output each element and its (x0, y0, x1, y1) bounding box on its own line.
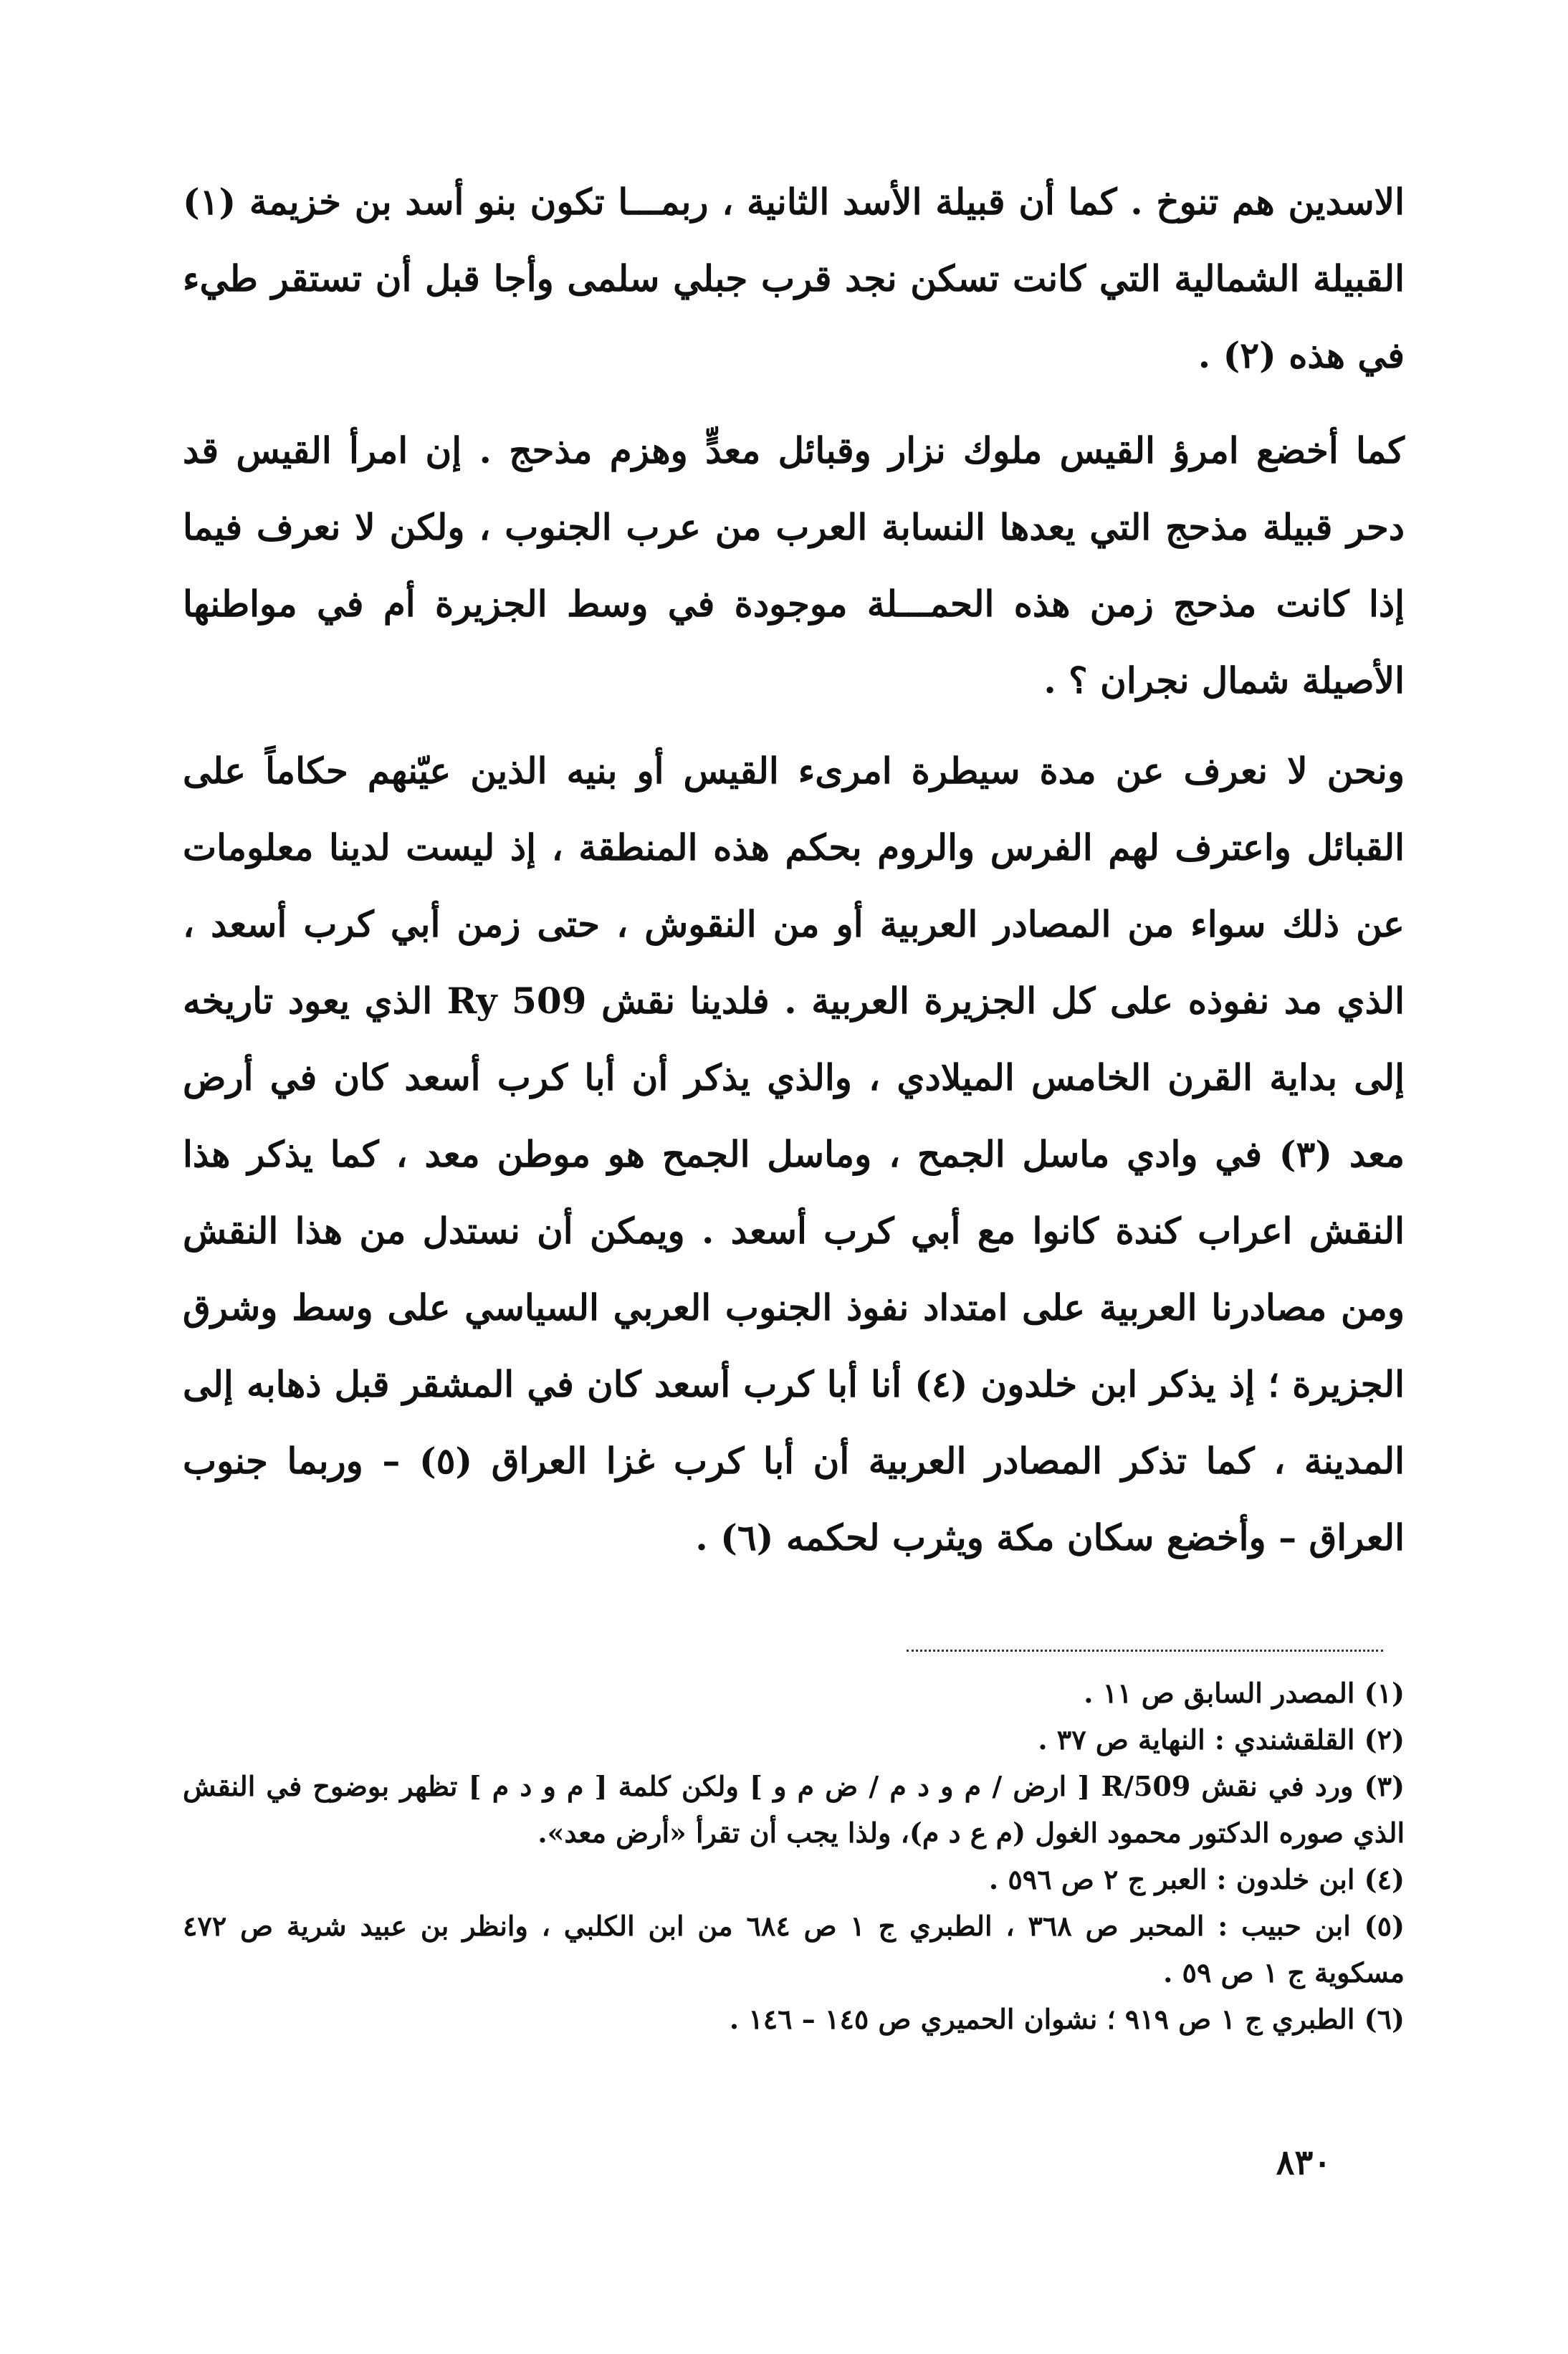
footnote-5: (٥) ابن حبيب : المحبر ص ٣٦٨ ، الطبري ج ١ ص ٦٨٤ من ابن الكلبي ، وانظر بن عبيد شرية ص ٤٧٢ مسكوية ج ١ ص ٥٩ . (183, 1910, 1405, 1989)
footnote-separator (907, 1650, 1383, 1652)
footnote-3: (٣) ورد في نقش R/509 [ ارض / م و د م / ض م و ] ولكن كلمة [ م و د م ] تظهر بوضوح في النقش الذي صوره الدكتور محمود الغول (م ع د م)، ولذا يجب أن تقرأ «أرض معد». (183, 1770, 1405, 1849)
footnote-2: (٢) القلقشندي : النهاية ص ٣٧ . (1038, 1723, 1405, 1756)
footnote-6: (٦) الطبري ج ١ ص ٩١٩ ؛ نشوان الحميري ص ١٤٥ – ١٤٦ . (729, 2003, 1405, 2035)
body-paragraph-3: ونحن لا نعرف عن مدة سيطرة امرىء القيس أو بنيه الذين عيّنهم حكاماً على القبائل واعترف لهم الفرس والروم بحكم هذه المنطقة ، إذ ليست لدينا معلومات عن ذلك سواء من المصادر العربية أو من النقوش ، حتى زمن أبي كرب أسعد ، الذي مد نفوذه على كل الجزيرة العربية . فلدينا نقش Ry 509 الذي يعود تاريخه إلى بداية القرن الخامس الميلادي ، والذي يذكر أن أبا كرب أسعد كان في أرض معد (٣) في وادي ماسل الجمح ، وماسل الجمح هو موطن معد ، كما يذكر هذا النقش اعراب كندة كانوا مع أبي كرب أسعد . ويمكن أن نستدل من هذا النقش ومن مصادرنا العربية على امتداد نفوذ الجنوب العربي السياسي على وسط وشرق الجزيرة ؛ إذ يذكر ابن خلدون (٤) أنا أبا كرب أسعد كان في المشقر قبل ذهابه إلى المدينة ، كما تذكر المصادر العربية أن أبا كرب غزا العراق (٥) – وربما جنوب العراق – وأخضع سكان مكة ويثرب لحكمه (٦) . (183, 750, 1405, 1559)
body-paragraph-1: الاسدين هم تنوخ . كما أن قبيلة الأسد الثانية ، ربمـــا تكون بنو أسد بن خزيمة (١) القبيلة الشمالية التي كانت تسكن نجد قرب جبلي سلمى وأجا قبل أن تستقر طيء في هذه (٢) . (183, 181, 1405, 376)
footnote-1: (١) المصدر السابق ص ١١ . (1084, 1677, 1405, 1709)
footnotes-section (183, 1670, 1405, 2042)
footnote-4: (٤) ابن خلدون : العبر ج ٢ ص ٥٩٦ . (988, 1863, 1405, 1895)
body-paragraph-2: كما أخضع امرؤ القيس ملوك نزار وقبائل معدٍّ وهزم مذحج . إن امرأ القيس قد دحر قبيلة مذحج التي يعدها النسابة العرب من عرب الجنوب ، ولكن لا نعرف فيما إذا كانت مذحج زمن هذه الحمـــلة موجودة في وسط الجزيرة أم في مواطنها الأصيلة شمال نجران ؟ . (183, 429, 1405, 702)
page-number: ٨٣٠ (1276, 2143, 1332, 2183)
